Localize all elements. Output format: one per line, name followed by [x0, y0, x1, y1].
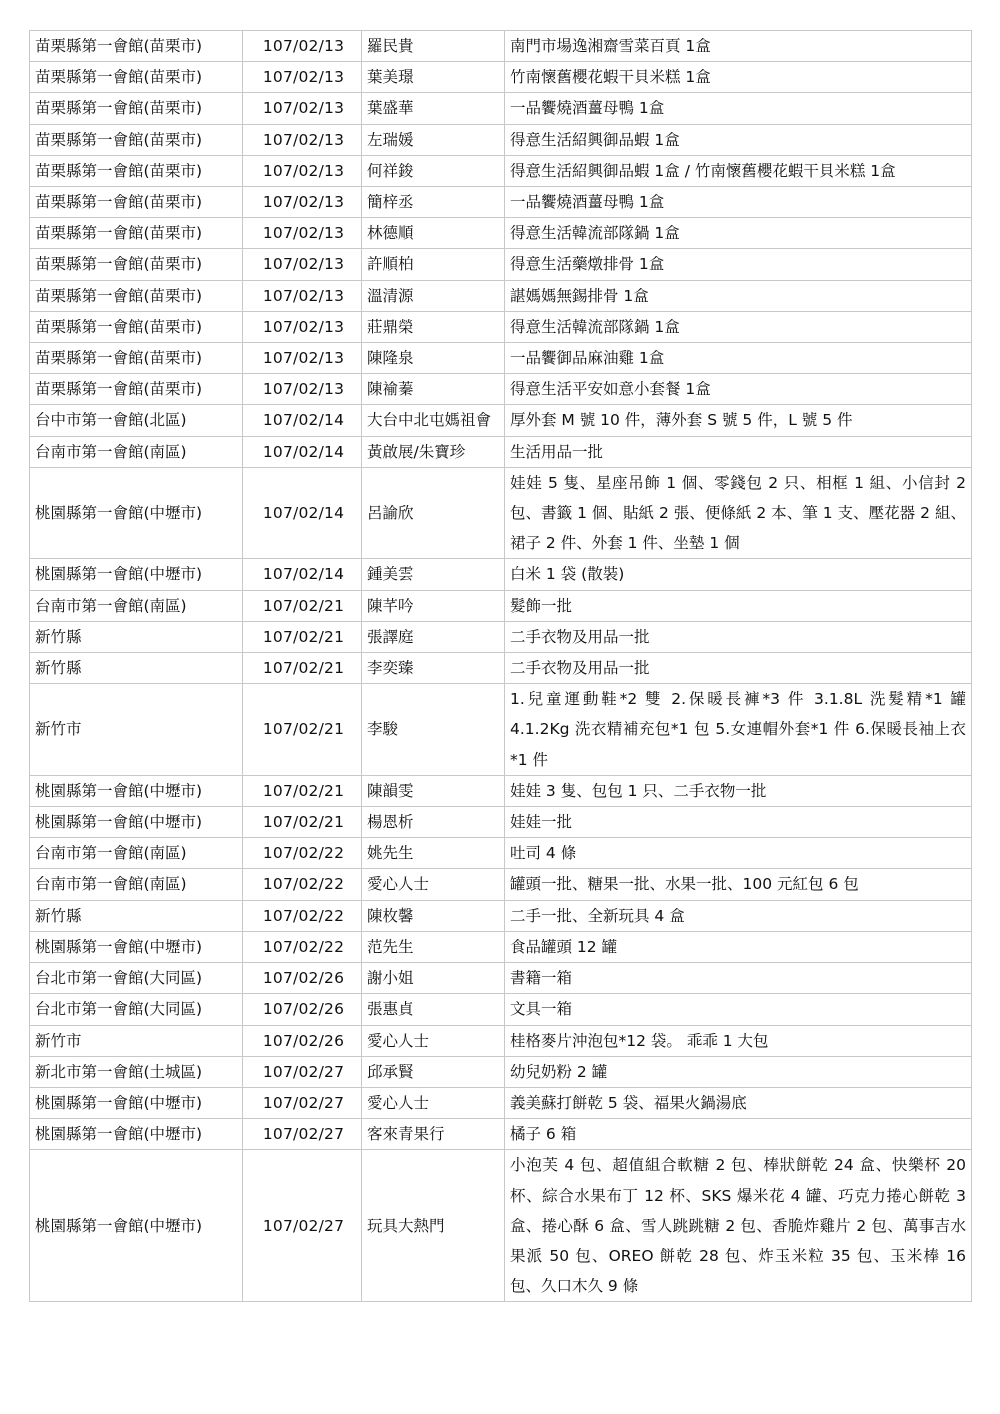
donor-cell: 陳隆泉	[362, 343, 505, 374]
branch-cell: 新竹縣	[30, 653, 243, 684]
table-row	[30, 62, 972, 93]
donor-cell: 客來青果行	[362, 1119, 505, 1150]
items-cell: 一品饗御品麻油雞 1盒	[505, 343, 972, 374]
items-cell: 小泡芙 4 包、超值組合軟糖 2 包、棒狀餅乾 24 盒、快樂杯 20 杯、綜合水果布丁 12 杯、SKS 爆米花 4 罐、巧克力捲心餅乾 3 盒、捲心酥 6 盒、雪人跳跳糖 2 包、香脆炸雞片 2 包、萬事吉水果派 50 包、OREO 餅乾 28 包、炸玉米粒 35 包、玉米棒 16 包、久口木久 9 條	[505, 1150, 972, 1302]
date-cell: 107/02/27	[243, 1119, 362, 1150]
items-cell: 南門市場逸湘齋雪菜百頁 1盒	[505, 31, 972, 62]
donor-cell: 李駿	[362, 684, 505, 776]
items-cell: 娃娃 5 隻、星座吊飾 1 個、零錢包 2 只、相框 1 組、小信封 2 包、書籤 1 個、貼紙 2 張、便條紙 2 本、筆 1 支、壓花器 2 組、裙子 2 件、外套 1 件、坐墊 1 個	[505, 467, 972, 559]
items-cell: 得意生活紹興御品蝦 1盒 / 竹南懷舊櫻花蝦干貝米糕 1盒	[505, 155, 972, 186]
date-cell: 107/02/13	[243, 93, 362, 124]
items-cell: 得意生活韓流部隊鍋 1盒	[505, 218, 972, 249]
items-cell: 竹南懷舊櫻花蝦干貝米糕 1盒	[505, 62, 972, 93]
donor-cell: 鍾美雲	[362, 559, 505, 590]
table-row	[30, 467, 972, 559]
date-cell: 107/02/13	[243, 249, 362, 280]
date-cell: 107/02/14	[243, 405, 362, 436]
table-row	[30, 218, 972, 249]
donor-cell: 莊鼎榮	[362, 311, 505, 342]
date-cell: 107/02/13	[243, 374, 362, 405]
date-cell: 107/02/21	[243, 775, 362, 806]
date-cell: 107/02/22	[243, 931, 362, 962]
donor-cell: 李奕臻	[362, 653, 505, 684]
table-row	[30, 838, 972, 869]
items-cell: 罐頭一批、糖果一批、水果一批、100 元紅包 6 包	[505, 869, 972, 900]
branch-cell: 台南市第一會館(南區)	[30, 590, 243, 621]
date-cell: 107/02/13	[243, 187, 362, 218]
table-row	[30, 1119, 972, 1150]
items-cell: 橘子 6 箱	[505, 1119, 972, 1150]
date-cell: 107/02/21	[243, 807, 362, 838]
donor-cell: 林德順	[362, 218, 505, 249]
table-row	[30, 343, 972, 374]
branch-cell: 苗栗縣第一會館(苗栗市)	[30, 249, 243, 280]
branch-cell: 台北市第一會館(大同區)	[30, 994, 243, 1025]
donor-cell: 姚先生	[362, 838, 505, 869]
branch-cell: 桃園縣第一會館(中壢市)	[30, 931, 243, 962]
items-cell: 幼兒奶粉 2 罐	[505, 1056, 972, 1087]
donor-cell: 大台中北屯媽祖會	[362, 405, 505, 436]
branch-cell: 新竹縣	[30, 900, 243, 931]
date-cell: 107/02/27	[243, 1056, 362, 1087]
branch-cell: 台南市第一會館(南區)	[30, 436, 243, 467]
date-cell: 107/02/13	[243, 31, 362, 62]
donor-cell: 陳褕蓁	[362, 374, 505, 405]
donor-cell: 張譯庭	[362, 621, 505, 652]
date-cell: 107/02/13	[243, 124, 362, 155]
table-row	[30, 436, 972, 467]
table-row	[30, 621, 972, 652]
branch-cell: 苗栗縣第一會館(苗栗市)	[30, 280, 243, 311]
branch-cell: 台南市第一會館(南區)	[30, 838, 243, 869]
date-cell: 107/02/22	[243, 838, 362, 869]
items-cell: 一品饗燒酒薑母鴨 1盒	[505, 93, 972, 124]
items-cell: 二手衣物及用品一批	[505, 621, 972, 652]
table-row	[30, 684, 972, 776]
table-row	[30, 590, 972, 621]
branch-cell: 桃園縣第一會館(中壢市)	[30, 807, 243, 838]
items-cell: 桂格麥片沖泡包*12 袋。 乖乖 1 大包	[505, 1025, 972, 1056]
donor-cell: 范先生	[362, 931, 505, 962]
items-cell: 二手一批、全新玩具 4 盒	[505, 900, 972, 931]
branch-cell: 新竹市	[30, 684, 243, 776]
donor-cell: 黃啟展/朱寶珍	[362, 436, 505, 467]
items-cell: 諶媽媽無錫排骨 1盒	[505, 280, 972, 311]
donation-table-body	[30, 31, 972, 1302]
branch-cell: 苗栗縣第一會館(苗栗市)	[30, 187, 243, 218]
donor-cell: 陳枚馨	[362, 900, 505, 931]
date-cell: 107/02/13	[243, 280, 362, 311]
table-row	[30, 31, 972, 62]
table-row	[30, 559, 972, 590]
branch-cell: 桃園縣第一會館(中壢市)	[30, 1119, 243, 1150]
donor-cell: 許順柏	[362, 249, 505, 280]
table-row	[30, 931, 972, 962]
items-cell: 吐司 4 條	[505, 838, 972, 869]
table-row	[30, 93, 972, 124]
table-row	[30, 249, 972, 280]
date-cell: 107/02/14	[243, 436, 362, 467]
date-cell: 107/02/21	[243, 684, 362, 776]
table-row	[30, 280, 972, 311]
items-cell: 食品罐頭 12 罐	[505, 931, 972, 962]
branch-cell: 台中市第一會館(北區)	[30, 405, 243, 436]
donor-cell: 溫清源	[362, 280, 505, 311]
branch-cell: 新竹縣	[30, 621, 243, 652]
date-cell: 107/02/22	[243, 869, 362, 900]
table-row	[30, 374, 972, 405]
branch-cell: 桃園縣第一會館(中壢市)	[30, 559, 243, 590]
donor-cell: 楊恩析	[362, 807, 505, 838]
branch-cell: 桃園縣第一會館(中壢市)	[30, 775, 243, 806]
branch-cell: 苗栗縣第一會館(苗栗市)	[30, 124, 243, 155]
branch-cell: 苗栗縣第一會館(苗栗市)	[30, 218, 243, 249]
donor-cell: 張惠貞	[362, 994, 505, 1025]
donor-cell: 愛心人士	[362, 1087, 505, 1118]
table-row	[30, 900, 972, 931]
items-cell: 得意生活紹興御品蝦 1盒	[505, 124, 972, 155]
donor-cell: 羅民貴	[362, 31, 505, 62]
donor-cell: 何祥鋑	[362, 155, 505, 186]
donor-cell: 愛心人士	[362, 869, 505, 900]
date-cell: 107/02/13	[243, 62, 362, 93]
branch-cell: 台北市第一會館(大同區)	[30, 963, 243, 994]
branch-cell: 新北市第一會館(土城區)	[30, 1056, 243, 1087]
table-row	[30, 869, 972, 900]
date-cell: 107/02/21	[243, 621, 362, 652]
table-row	[30, 405, 972, 436]
date-cell: 107/02/27	[243, 1087, 362, 1118]
date-cell: 107/02/22	[243, 900, 362, 931]
date-cell: 107/02/14	[243, 559, 362, 590]
table-row	[30, 1087, 972, 1118]
date-cell: 107/02/13	[243, 155, 362, 186]
date-cell: 107/02/21	[243, 590, 362, 621]
date-cell: 107/02/13	[243, 311, 362, 342]
donor-cell: 愛心人士	[362, 1025, 505, 1056]
branch-cell: 桃園縣第一會館(中壢市)	[30, 467, 243, 559]
donor-cell: 呂諭欣	[362, 467, 505, 559]
date-cell: 107/02/26	[243, 994, 362, 1025]
branch-cell: 新竹市	[30, 1025, 243, 1056]
branch-cell: 苗栗縣第一會館(苗栗市)	[30, 374, 243, 405]
donor-cell: 左瑞媛	[362, 124, 505, 155]
table-row	[30, 311, 972, 342]
items-cell: 義美蘇打餅乾 5 袋、福果火鍋湯底	[505, 1087, 972, 1118]
branch-cell: 苗栗縣第一會館(苗栗市)	[30, 93, 243, 124]
date-cell: 107/02/13	[243, 343, 362, 374]
branch-cell: 台南市第一會館(南區)	[30, 869, 243, 900]
date-cell: 107/02/21	[243, 653, 362, 684]
items-cell: 白米 1 袋 (散裝)	[505, 559, 972, 590]
donor-cell: 葉盛華	[362, 93, 505, 124]
table-row	[30, 807, 972, 838]
branch-cell: 桃園縣第一會館(中壢市)	[30, 1150, 243, 1302]
items-cell: 1.兒童運動鞋*2 雙 2.保暖長褲*3 件 3.1.8L 洗髮精*1 罐 4.1.2Kg 洗衣精補充包*1 包 5.女連帽外套*1 件 6.保暖長袖上衣*1 件	[505, 684, 972, 776]
items-cell: 娃娃 3 隻、包包 1 只、二手衣物一批	[505, 775, 972, 806]
branch-cell: 苗栗縣第一會館(苗栗市)	[30, 343, 243, 374]
date-cell: 107/02/26	[243, 963, 362, 994]
items-cell: 一品饗燒酒薑母鴨 1盒	[505, 187, 972, 218]
date-cell: 107/02/13	[243, 218, 362, 249]
donor-cell: 玩具大熱門	[362, 1150, 505, 1302]
items-cell: 書籍一箱	[505, 963, 972, 994]
table-row	[30, 994, 972, 1025]
table-row	[30, 1056, 972, 1087]
items-cell: 得意生活韓流部隊鍋 1盒	[505, 311, 972, 342]
items-cell: 文具一箱	[505, 994, 972, 1025]
table-row	[30, 155, 972, 186]
date-cell: 107/02/27	[243, 1150, 362, 1302]
items-cell: 二手衣物及用品一批	[505, 653, 972, 684]
items-cell: 得意生活平安如意小套餐 1盒	[505, 374, 972, 405]
table-row	[30, 775, 972, 806]
date-cell: 107/02/26	[243, 1025, 362, 1056]
items-cell: 生活用品一批	[505, 436, 972, 467]
donor-cell: 陳芊吟	[362, 590, 505, 621]
donor-cell: 葉美璟	[362, 62, 505, 93]
items-cell: 髮飾一批	[505, 590, 972, 621]
table-row	[30, 1150, 972, 1302]
donor-cell: 邱承賢	[362, 1056, 505, 1087]
items-cell: 娃娃一批	[505, 807, 972, 838]
donor-cell: 謝小姐	[362, 963, 505, 994]
date-cell: 107/02/14	[243, 467, 362, 559]
table-row	[30, 963, 972, 994]
branch-cell: 苗栗縣第一會館(苗栗市)	[30, 311, 243, 342]
branch-cell: 桃園縣第一會館(中壢市)	[30, 1087, 243, 1118]
table-row	[30, 653, 972, 684]
branch-cell: 苗栗縣第一會館(苗栗市)	[30, 31, 243, 62]
items-cell: 得意生活藥燉排骨 1盒	[505, 249, 972, 280]
donation-table	[29, 30, 972, 1302]
table-row	[30, 1025, 972, 1056]
items-cell: 厚外套 M 號 10 件，薄外套 S 號 5 件，L 號 5 件	[505, 405, 972, 436]
table-row	[30, 187, 972, 218]
branch-cell: 苗栗縣第一會館(苗栗市)	[30, 155, 243, 186]
branch-cell: 苗栗縣第一會館(苗栗市)	[30, 62, 243, 93]
table-row	[30, 124, 972, 155]
donor-cell: 陳韻雯	[362, 775, 505, 806]
donor-cell: 簡梓丞	[362, 187, 505, 218]
